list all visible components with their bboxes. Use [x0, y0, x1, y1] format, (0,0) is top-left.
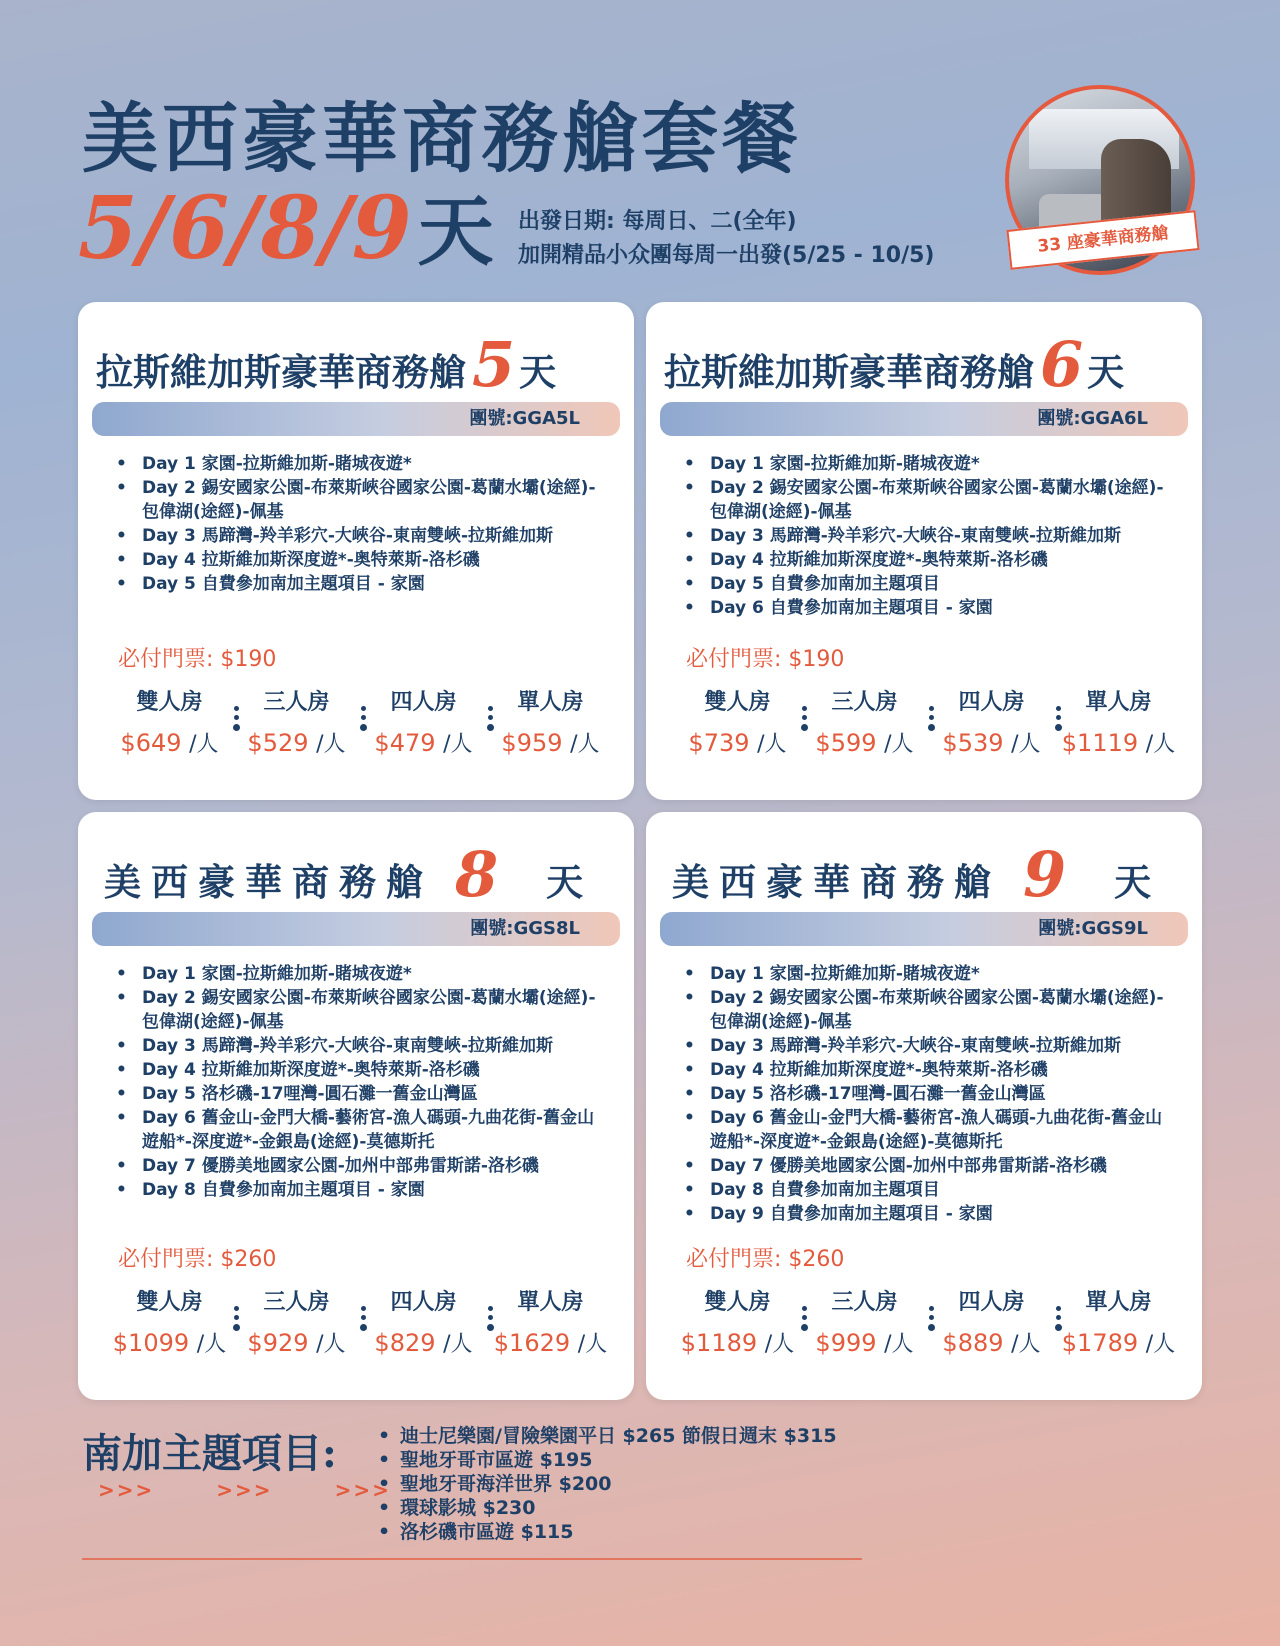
price-table [106, 684, 614, 764]
theme-list [378, 1424, 837, 1544]
tour-card-5-day [78, 302, 634, 800]
room-type: 單人房 [517, 1290, 584, 1315]
price-unit: /人 [1145, 732, 1176, 757]
room-type: 四人房 [390, 690, 457, 715]
room-type: 三人房 [831, 690, 898, 715]
price-amount: $959 [501, 729, 563, 757]
itinerary-day: • Day 5 洛杉磯-17哩灣-圓石灘一舊金山灣區 [684, 1082, 1174, 1106]
itinerary-day: • Day 5 自費參加南加主題項目 - 家園 [116, 572, 606, 596]
price-column [674, 684, 801, 764]
room-type: 單人房 [1085, 1290, 1152, 1315]
room-type: 雙人房 [704, 690, 771, 715]
price-column [674, 1284, 801, 1364]
itinerary-day: • Day 1 家園-拉斯維加斯-賭城夜遊* [116, 452, 606, 476]
page-title: 美西豪華商務艙套餐 [82, 94, 802, 183]
itinerary-day: • Day 2 錫安國家公園-布萊斯峽谷國家公園-葛蘭水壩(途經)-包偉湖(途經)-佩基 [684, 986, 1174, 1034]
price-column [1055, 1284, 1182, 1364]
room-type: 雙人房 [136, 1290, 203, 1315]
itinerary-day: • Day 3 馬蹄灣-羚羊彩穴-大峽谷-東南雙峽-拉斯維加斯 [684, 1034, 1174, 1058]
arrow-1: >>> [98, 1478, 155, 1502]
itinerary-list [684, 962, 1174, 1226]
card-title-suffix: 天 [1114, 860, 1162, 904]
price-unit: /人 [316, 1332, 346, 1357]
price-amount: $529 [247, 729, 309, 757]
room-price [928, 722, 1055, 766]
room-price [487, 1322, 614, 1366]
price-column [928, 684, 1055, 764]
price-amount: $889 [942, 1329, 1004, 1357]
required-ticket: 必付門票: $190 [686, 647, 845, 672]
theme-item: • 迪士尼樂園/冒險樂園平日 $265 節假日週末 $315 [378, 1424, 837, 1448]
price-unit: /人 [757, 732, 787, 757]
itinerary-day: • Day 4 拉斯維加斯深度遊*-奥特萊斯-洛杉磯 [684, 1058, 1174, 1082]
tour-card-8-day [78, 812, 634, 1400]
room-type: 四人房 [958, 1290, 1025, 1315]
card-title-text: 拉斯維加斯豪華商務艙 [664, 350, 1034, 394]
itinerary-day: • Day 1 家園-拉斯維加斯-賭城夜遊* [684, 452, 1174, 476]
price-column [233, 1284, 360, 1364]
card-title-suffix: 天 [519, 350, 557, 394]
itinerary-day: • Day 4 拉斯維加斯深度遊*-奥特萊斯-洛杉磯 [116, 1058, 606, 1082]
price-amount: $539 [942, 729, 1004, 757]
days-numbers: 5/6/8/9 [78, 178, 412, 279]
seat-count-badge: 33 座豪華商務艙 [1006, 210, 1199, 270]
card-title [664, 326, 1184, 401]
card-day-number: 6 [1040, 328, 1084, 401]
price-unit: /人 [443, 732, 473, 757]
itinerary-day: • Day 6 自費參加南加主題項目 - 家園 [684, 596, 1174, 620]
card-title [96, 326, 616, 401]
price-column [928, 1284, 1055, 1364]
price-unit: /人 [1145, 1332, 1176, 1357]
room-price [1055, 1322, 1182, 1366]
theme-item: • 洛杉磯市區遊 $115 [378, 1520, 837, 1544]
price-amount: $1099 [112, 1329, 190, 1357]
itinerary-day: • Day 1 家園-拉斯維加斯-賭城夜遊* [116, 962, 606, 986]
departure-line-2: 加開精品小众團每周一出發(5/25 - 10/5) [518, 243, 935, 268]
price-unit: /人 [884, 732, 914, 757]
itinerary-list [116, 452, 606, 596]
room-type: 三人房 [263, 690, 330, 715]
tour-code: 團號:GGA5L [92, 402, 620, 436]
room-price [674, 1322, 801, 1366]
price-unit: /人 [570, 732, 600, 757]
itinerary-day: • Day 8 自費參加南加主題項目 - 家園 [116, 1178, 606, 1202]
price-amount: $929 [247, 1329, 309, 1357]
price-amount: $999 [815, 1329, 877, 1357]
room-type: 三人房 [831, 1290, 898, 1315]
required-ticket: 必付門票: $260 [686, 1247, 845, 1272]
arrow-3: >>> [334, 1478, 391, 1502]
room-price [106, 722, 233, 766]
itinerary-day: • Day 2 錫安國家公園-布萊斯峽谷國家公園-葛蘭水壩(途經)-包偉湖(途經)-佩基 [116, 986, 606, 1034]
departure-line-1: 出發日期: 每周日、二(全年) [518, 209, 797, 234]
room-price [233, 1322, 360, 1366]
room-type: 四人房 [390, 1290, 457, 1315]
price-column [801, 1284, 928, 1364]
itinerary-day: • Day 6 舊金山-金門大橋-藝術宮-漁人碼頭-九曲花街-舊金山遊船*-深度遊*-金銀島(途經)-莫德斯托 [684, 1106, 1174, 1154]
required-ticket: 必付門票: $190 [118, 647, 277, 672]
tour-code: 團號:GGS9L [660, 912, 1188, 946]
price-amount: $1789 [1061, 1329, 1139, 1357]
theme-section-title: 南加主題項目: [82, 1430, 337, 1477]
days-suffix: 天 [417, 187, 494, 276]
price-unit: /人 [189, 732, 219, 757]
arrow-2: >>> [216, 1478, 273, 1502]
card-title-suffix: 天 [1087, 350, 1125, 394]
required-ticket: 必付門票: $260 [118, 1247, 277, 1272]
price-amount: $599 [815, 729, 877, 757]
departure-info [518, 205, 934, 273]
price-amount: $739 [688, 729, 750, 757]
price-column [487, 1284, 614, 1364]
room-price [360, 1322, 487, 1366]
price-unit: /人 [1011, 1332, 1041, 1357]
days-heading [78, 178, 494, 279]
price-unit: /人 [443, 1332, 473, 1357]
card-day-number: 8 [455, 838, 509, 911]
theme-item: • 聖地牙哥市區遊 $195 [378, 1448, 837, 1472]
itinerary-day: • Day 6 舊金山-金門大橋-藝術宮-漁人碼頭-九曲花街-舊金山遊船*-深度遊*-金銀島(途經)-莫德斯托 [116, 1106, 606, 1154]
room-price [487, 722, 614, 766]
theme-item: • 環球影城 $230 [378, 1496, 837, 1520]
price-column [360, 1284, 487, 1364]
card-title-text: 拉斯維加斯豪華商務艙 [96, 350, 466, 394]
itinerary-day: • Day 3 馬蹄灣-羚羊彩穴-大峽谷-東南雙峽-拉斯維加斯 [116, 524, 606, 548]
itinerary-day: • Day 3 馬蹄灣-羚羊彩穴-大峽谷-東南雙峽-拉斯維加斯 [116, 1034, 606, 1058]
price-unit: /人 [577, 1332, 608, 1357]
price-amount: $1629 [493, 1329, 571, 1357]
card-title-suffix: 天 [546, 860, 594, 904]
itinerary-day: • Day 3 馬蹄灣-羚羊彩穴-大峽谷-東南雙峽-拉斯維加斯 [684, 524, 1174, 548]
room-price [233, 722, 360, 766]
itinerary-list [116, 962, 606, 1202]
price-unit: /人 [316, 732, 346, 757]
room-type: 單人房 [1085, 690, 1152, 715]
card-day-number: 5 [472, 328, 516, 401]
itinerary-day: • Day 2 錫安國家公園-布萊斯峽谷國家公園-葛蘭水壩(途經)-包偉湖(途經)-佩基 [116, 476, 606, 524]
price-amount: $649 [120, 729, 182, 757]
itinerary-day: • Day 9 自費參加南加主題項目 - 家園 [684, 1202, 1174, 1226]
price-amount: $479 [374, 729, 436, 757]
room-type: 三人房 [263, 1290, 330, 1315]
card-title-text: 美西豪華商務艙 [104, 860, 433, 904]
price-column [233, 684, 360, 764]
room-type: 四人房 [958, 690, 1025, 715]
price-column [487, 684, 614, 764]
footer-divider [82, 1558, 862, 1560]
price-column [801, 684, 928, 764]
card-title [664, 836, 1184, 911]
price-column [106, 684, 233, 764]
card-day-number: 9 [1023, 838, 1077, 911]
price-amount: $1189 [680, 1329, 758, 1357]
tour-card-6-day [646, 302, 1202, 800]
price-table [674, 684, 1182, 764]
room-price [106, 1322, 233, 1366]
room-price [928, 1322, 1055, 1366]
price-amount: $829 [374, 1329, 436, 1357]
card-title [96, 836, 616, 911]
room-type: 雙人房 [136, 690, 203, 715]
itinerary-day: • Day 4 拉斯維加斯深度遊*-奥特萊斯-洛杉磯 [684, 548, 1174, 572]
room-price [1055, 722, 1182, 766]
price-amount: $1119 [1061, 729, 1139, 757]
theme-item: • 聖地牙哥海洋世界 $200 [378, 1472, 837, 1496]
itinerary-day: • Day 7 優勝美地國家公園-加州中部弗雷斯諾-洛杉磯 [684, 1154, 1174, 1178]
tour-card-9-day [646, 812, 1202, 1400]
itinerary-day: • Day 4 拉斯維加斯深度遊*-奥特萊斯-洛杉磯 [116, 548, 606, 572]
tour-code: 團號:GGS8L [92, 912, 620, 946]
itinerary-day: • Day 2 錫安國家公園-布萊斯峽谷國家公園-葛蘭水壩(途經)-包偉湖(途經)-佩基 [684, 476, 1174, 524]
room-type: 雙人房 [704, 1290, 771, 1315]
price-unit: /人 [196, 1332, 227, 1357]
itinerary-day: • Day 1 家園-拉斯維加斯-賭城夜遊* [684, 962, 1174, 986]
price-table [674, 1284, 1182, 1364]
room-price [674, 722, 801, 766]
room-type: 單人房 [517, 690, 584, 715]
itinerary-day: • Day 5 洛杉磯-17哩灣-圓石灘一舊金山灣區 [116, 1082, 606, 1106]
room-price [360, 722, 487, 766]
room-price [801, 1322, 928, 1366]
card-title-text: 美西豪華商務艙 [672, 860, 1001, 904]
price-unit: /人 [884, 1332, 914, 1357]
price-column [360, 684, 487, 764]
itinerary-list [684, 452, 1174, 620]
room-price [801, 722, 928, 766]
itinerary-day: • Day 7 優勝美地國家公園-加州中部弗雷斯諾-洛杉磯 [116, 1154, 606, 1178]
price-column [106, 1284, 233, 1364]
price-table [106, 1284, 614, 1364]
itinerary-day: • Day 8 自費參加南加主題項目 [684, 1178, 1174, 1202]
price-unit: /人 [1011, 732, 1041, 757]
itinerary-day: • Day 5 自費參加南加主題項目 [684, 572, 1174, 596]
price-unit: /人 [764, 1332, 795, 1357]
price-column [1055, 684, 1182, 764]
tour-code: 團號:GGA6L [660, 402, 1188, 436]
